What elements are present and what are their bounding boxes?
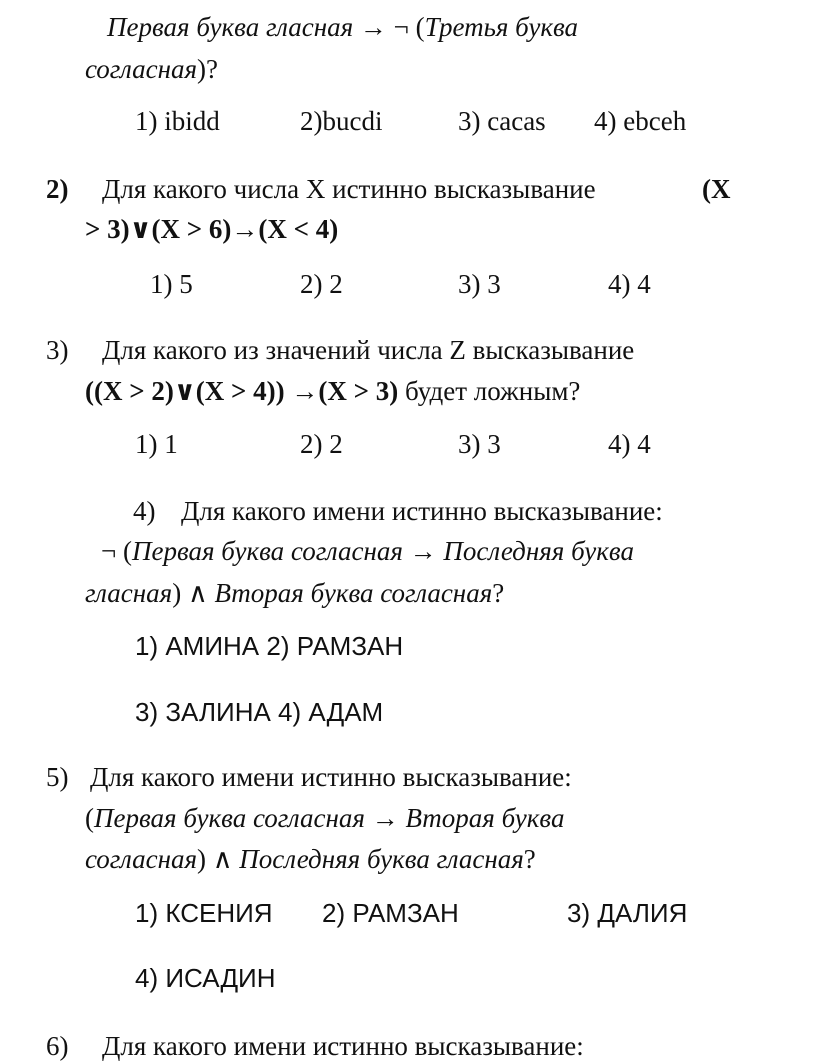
- q4-part2: гласная: [85, 578, 173, 608]
- q2-option-4: 4) 4: [608, 269, 651, 299]
- q4-question-mark: ?: [492, 578, 505, 608]
- q5-number: 5): [46, 762, 69, 792]
- q1-option-4: 4) ebceh: [594, 106, 687, 136]
- q4-number: 4): [133, 496, 156, 526]
- q2-option-2: 2) 2: [300, 269, 343, 299]
- q4-statement-line2: [85, 577, 504, 609]
- q5-open-paren: (: [85, 803, 94, 833]
- q5-statement-line1: [85, 802, 564, 834]
- q5-part2: согласная: [85, 844, 198, 874]
- q4-and: ) ∧: [172, 578, 215, 608]
- q4-statement-line1: [101, 535, 634, 567]
- q5-option-1: 1) КСЕНИЯ: [135, 898, 273, 928]
- q5-part1: Первая буква согласная → Вторая буква: [94, 803, 565, 833]
- q3-option-1: 1) 1: [135, 429, 178, 459]
- q5-and: ) ∧: [197, 844, 240, 874]
- q3-option-2: 2) 2: [300, 429, 343, 459]
- q4-part3: Вторая буква согласная: [214, 578, 493, 608]
- q4-options-line2: 3) ЗАЛИНА 4) АДАМ: [135, 697, 384, 727]
- q2-number: 2): [46, 174, 69, 204]
- q3-tail: будет ложным?: [398, 376, 581, 406]
- q2-option-1: 1) 5: [150, 269, 193, 299]
- q5-part3: Последняя буква гласная: [239, 844, 524, 874]
- q1-part2: Третья буква: [424, 12, 579, 42]
- q1-option-3: 3) cacas: [458, 106, 546, 136]
- q3-expr: ((X > 2)∨(X > 4)) →(X > 3): [85, 376, 399, 406]
- q5-option-2: 2) РАМЗАН: [322, 898, 459, 928]
- q1-part1: Первая буква гласная: [107, 12, 354, 42]
- q1-arrow: → ¬ (: [353, 12, 425, 42]
- q3-number: 3): [46, 335, 69, 365]
- q4-part1: Первая буква согласная → Последняя буква: [131, 536, 634, 566]
- q2-expr-b: > 3)∨(X > 6)→(X < 4): [85, 214, 339, 244]
- q6-number: 6): [46, 1031, 69, 1061]
- q5-option-3: 3) ДАЛИЯ: [567, 898, 688, 928]
- q5-option-4: 4) ИСАДИН: [135, 963, 276, 993]
- q1-part3: согласная: [85, 54, 198, 84]
- q4-negation: ¬ (: [101, 536, 132, 566]
- q2-text: Для какого числа X истинно высказывание: [102, 174, 596, 204]
- q2-option-3: 3) 3: [458, 269, 501, 299]
- q1-option-2: 2)bucdi: [300, 106, 383, 136]
- q4-text: Для какого имени истинно высказывание:: [181, 496, 663, 526]
- q3-option-4: 4) 4: [608, 429, 651, 459]
- q3-expression-line: [85, 375, 580, 407]
- q1-statement-line2: [85, 53, 218, 85]
- q2-expr-a: (X: [702, 174, 731, 204]
- q1-option-1: 1) ibidd: [135, 106, 220, 136]
- q3-option-3: 3) 3: [458, 429, 501, 459]
- q6-text: Для какого имени истинно высказывание:: [102, 1031, 584, 1061]
- q5-statement-line2: [85, 843, 536, 875]
- q1-end: )?: [197, 54, 219, 84]
- q3-text: Для какого из значений числа Z высказывание: [102, 335, 635, 365]
- q1-statement-line1: [107, 11, 578, 43]
- q5-question-mark: ?: [523, 844, 536, 874]
- q5-text: Для какого имени истинно высказывание:: [90, 762, 572, 792]
- q4-options-line1: 1) АМИНА 2) РАМЗАН: [135, 631, 404, 661]
